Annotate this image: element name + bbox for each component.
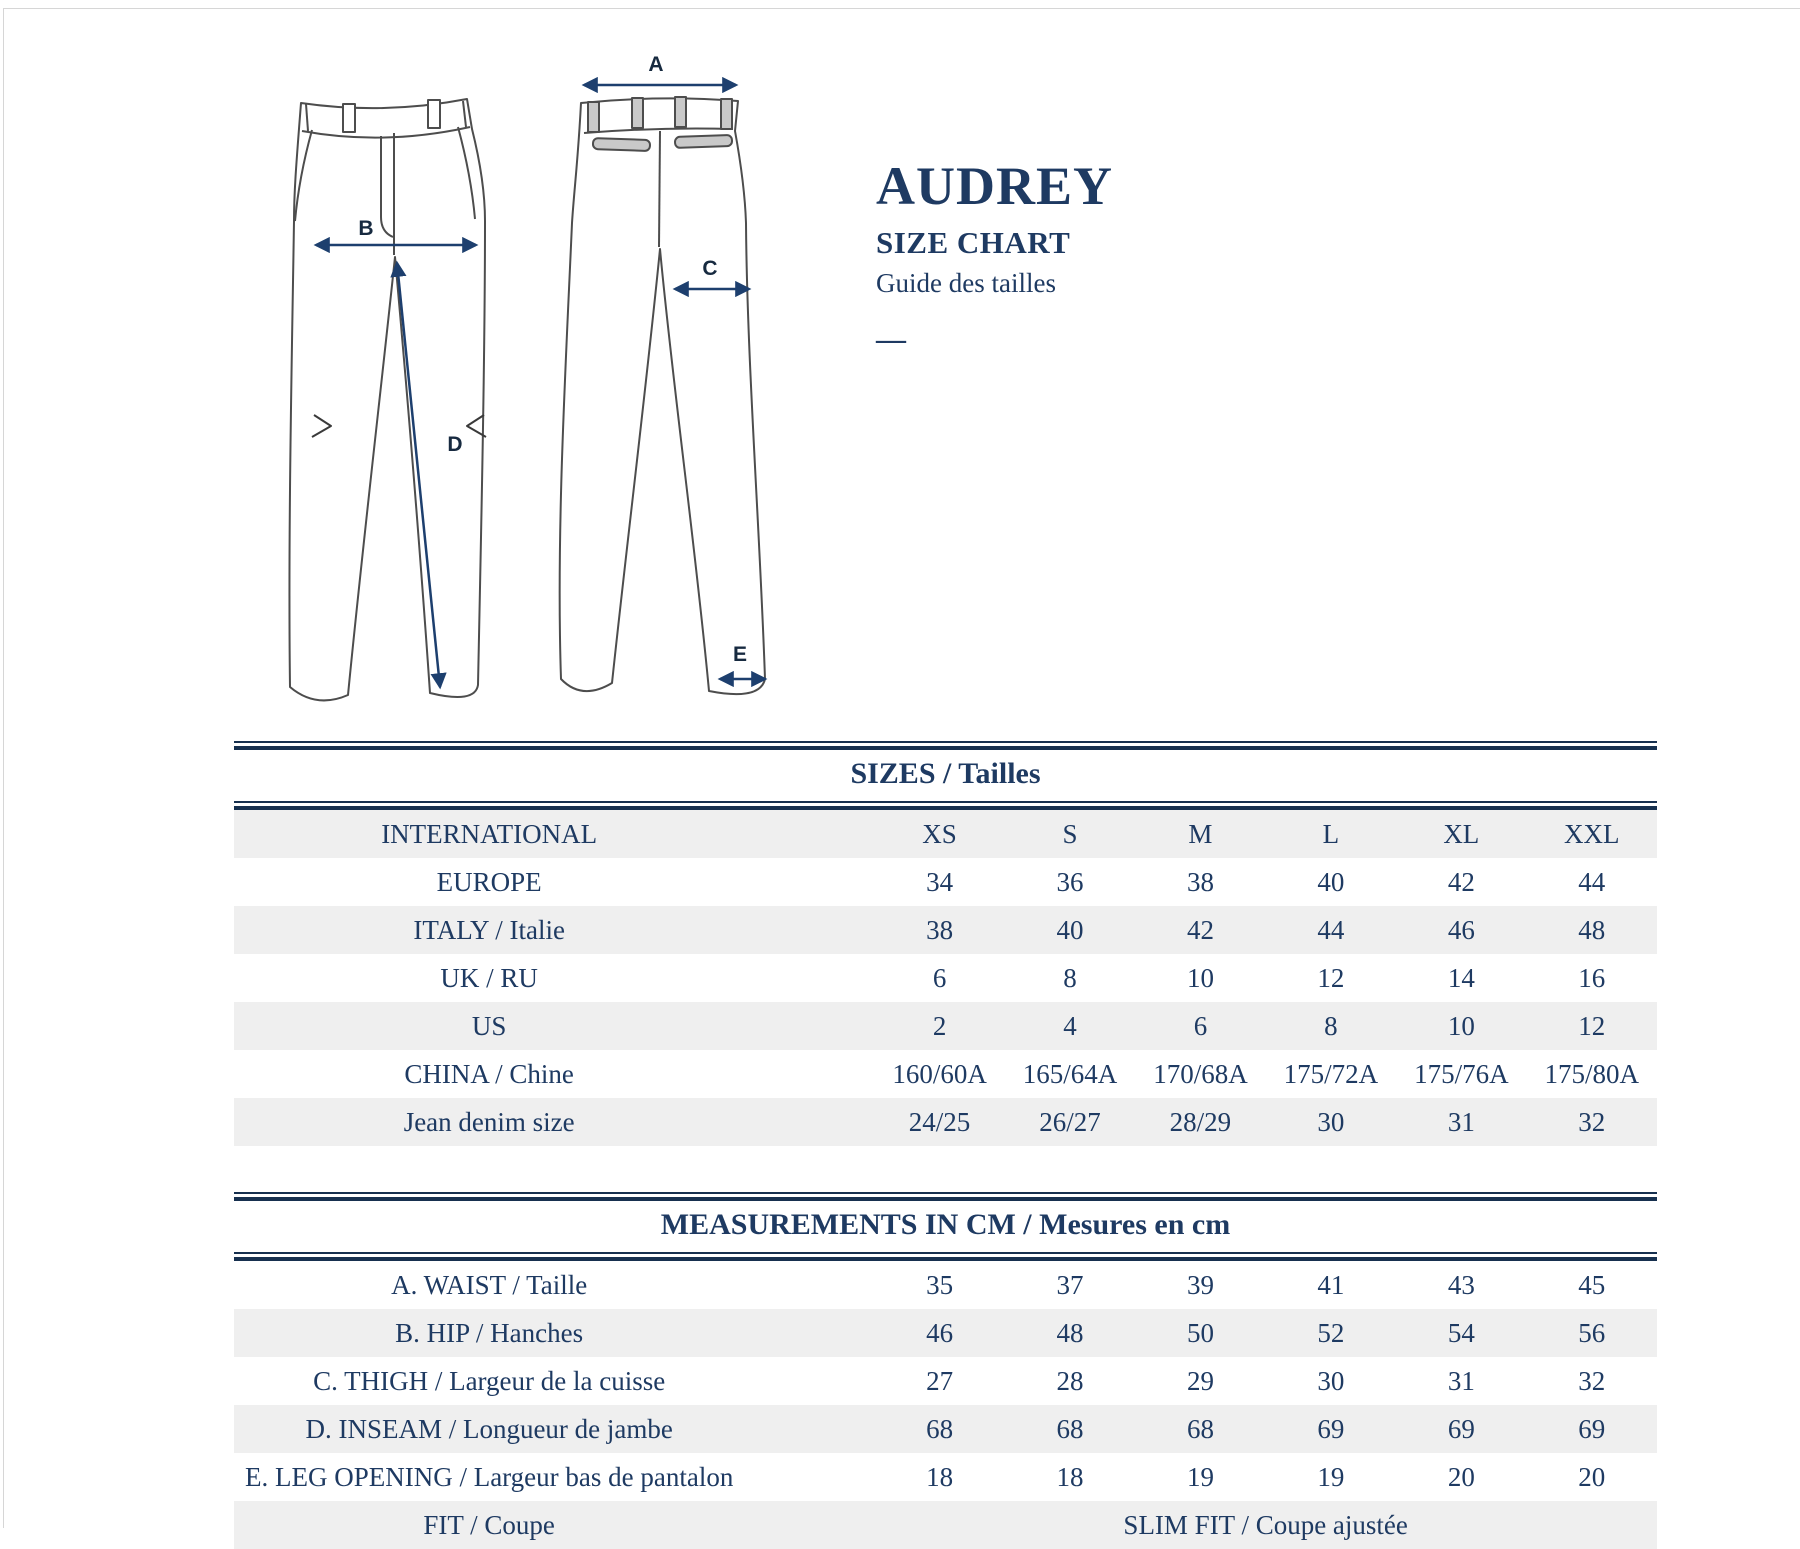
cell: 68 — [926, 1413, 954, 1444]
cell: 46 — [926, 1317, 954, 1348]
cell: 37 — [1056, 1269, 1084, 1300]
cell: 42 — [1186, 914, 1214, 945]
rule-line — [234, 1252, 1657, 1261]
table-row-fit — [234, 1501, 1657, 1549]
cell: 6 — [932, 962, 947, 993]
cell: 8 — [1063, 962, 1077, 993]
pants-diagram — [244, 49, 784, 729]
row-label: UK / RU — [440, 962, 538, 993]
cell: 69 — [1317, 1413, 1345, 1444]
table-row — [234, 810, 1657, 858]
cell: 10 — [1186, 962, 1214, 993]
back-welt-pocket — [593, 138, 650, 151]
label-B: B — [358, 217, 374, 240]
row-label: Jean denim size — [403, 1106, 575, 1137]
cell: 6 — [1193, 1010, 1208, 1041]
tables-area — [234, 741, 1657, 1549]
label-D: D — [447, 433, 463, 456]
table-row — [234, 1357, 1657, 1405]
cell: 26/27 — [1039, 1106, 1101, 1137]
cell: 68 — [1186, 1413, 1214, 1444]
cell: 36 — [1056, 866, 1084, 897]
cell: 40 — [1317, 866, 1345, 897]
cell: 32 — [1578, 1365, 1606, 1396]
row-label: C. THIGH / Largeur de la cuisse — [313, 1365, 666, 1396]
cell: XXL — [1564, 818, 1620, 849]
cell: 45 — [1578, 1269, 1606, 1300]
row-label: EUROPE — [436, 866, 542, 897]
cell: 24/25 — [908, 1106, 971, 1137]
row-label: A. WAIST / Taille — [391, 1269, 588, 1300]
back-pants-outline — [560, 98, 765, 694]
cell: XS — [922, 818, 957, 849]
cell: 40 — [1056, 914, 1084, 945]
cell: 175/76A — [1414, 1058, 1509, 1089]
label-C: C — [702, 257, 718, 280]
pants-back-view — [560, 97, 765, 694]
table-row — [234, 1098, 1657, 1146]
cell: 20 — [1447, 1461, 1475, 1492]
cell: 14 — [1447, 962, 1475, 993]
cell: 32 — [1578, 1106, 1606, 1137]
sizes-table-title: SIZES / Tailles — [850, 757, 1041, 790]
sizes-table — [234, 741, 1657, 1146]
cell: 170/68A — [1153, 1058, 1248, 1089]
cell: 44 — [1578, 866, 1606, 897]
cell: 35 — [926, 1269, 954, 1300]
table-row — [234, 1309, 1657, 1357]
cell: 69 — [1578, 1413, 1606, 1444]
back-welt-pocket — [675, 135, 732, 148]
title-block — [876, 156, 1114, 356]
cell: 175/80A — [1544, 1058, 1639, 1089]
row-label: US — [471, 1010, 507, 1041]
row-label: D. INSEAM / Longueur de jambe — [305, 1413, 673, 1444]
pants-front-view — [289, 99, 486, 700]
label-E: E — [732, 643, 748, 666]
cell: 38 — [926, 914, 954, 945]
table-row — [234, 954, 1657, 1002]
cell: 4 — [1063, 1010, 1077, 1041]
page-subtitle: SIZE CHART — [876, 225, 1071, 260]
cell: 34 — [926, 866, 954, 897]
cell: 175/72A — [1283, 1058, 1379, 1089]
cell: 69 — [1447, 1413, 1475, 1444]
cell: L — [1322, 818, 1340, 849]
cell: S — [1062, 818, 1078, 849]
cell: 48 — [1056, 1317, 1084, 1348]
cell: 44 — [1317, 914, 1345, 945]
cell: 8 — [1324, 1010, 1338, 1041]
cell: 16 — [1578, 962, 1606, 993]
cell: 46 — [1447, 914, 1475, 945]
row-label: ITALY / Italie — [413, 914, 565, 945]
front-belt-loop — [343, 104, 355, 132]
row-label: FIT / Coupe — [423, 1509, 555, 1540]
cell: 50 — [1186, 1317, 1214, 1348]
decorative-dash: — — [876, 323, 906, 356]
cell: M — [1188, 818, 1213, 849]
label-A: A — [648, 53, 664, 76]
row-label: INTERNATIONAL — [381, 818, 598, 849]
back-center-seam — [659, 131, 660, 247]
rule-line — [234, 741, 1657, 750]
cell: 20 — [1578, 1461, 1606, 1492]
cell: 38 — [1186, 866, 1214, 897]
cell: 29 — [1186, 1365, 1214, 1396]
cell: 43 — [1447, 1269, 1475, 1300]
cell: 30 — [1317, 1365, 1345, 1396]
page-title: AUDREY — [876, 156, 1114, 216]
cell: 165/64A — [1022, 1058, 1118, 1089]
row-label: CHINA / Chine — [404, 1058, 574, 1089]
table-row — [234, 1050, 1657, 1098]
table-row — [234, 906, 1657, 954]
cell: 48 — [1578, 914, 1606, 945]
cell: 18 — [926, 1461, 954, 1492]
measurements-table-title: MEASUREMENTS IN CM / Mesures en cm — [660, 1208, 1231, 1241]
back-belt-loop — [632, 98, 643, 128]
cell: 30 — [1317, 1106, 1345, 1137]
fit-value: SLIM FIT / Coupe ajustée — [1123, 1509, 1408, 1540]
cell: 56 — [1578, 1317, 1606, 1348]
cell: 42 — [1447, 866, 1475, 897]
front-pants-outline — [289, 99, 485, 700]
cell: 52 — [1317, 1317, 1345, 1348]
cell: 18 — [1056, 1461, 1084, 1492]
cell: XL — [1443, 818, 1480, 849]
measurements-table — [234, 1192, 1657, 1549]
row-label: E. LEG OPENING / Largeur bas de pantalon — [244, 1461, 734, 1492]
cell: 160/60A — [892, 1058, 987, 1089]
back-belt-loop — [721, 99, 732, 129]
rule-line — [234, 801, 1657, 810]
table-row — [234, 858, 1657, 906]
cell: 68 — [1056, 1413, 1084, 1444]
cell: 12 — [1578, 1010, 1606, 1041]
front-belt-loop — [428, 100, 440, 128]
back-belt-loop — [675, 97, 686, 127]
back-belt-loop — [588, 102, 599, 132]
page-subtitle-french: Guide des tailles — [876, 268, 1056, 298]
cell: 12 — [1317, 962, 1345, 993]
cell: 10 — [1447, 1010, 1475, 1041]
cell: 27 — [926, 1365, 954, 1396]
size-chart-page — [3, 8, 1800, 1540]
rule-line — [234, 1192, 1657, 1201]
cell: 31 — [1447, 1106, 1475, 1137]
cell: 39 — [1186, 1269, 1214, 1300]
cell: 19 — [1186, 1461, 1214, 1492]
table-row — [234, 1002, 1657, 1050]
table-row — [234, 1453, 1657, 1501]
cell: 2 — [932, 1010, 947, 1041]
row-label: B. HIP / Hanches — [395, 1317, 584, 1348]
cell: 19 — [1317, 1461, 1345, 1492]
table-row — [234, 1261, 1657, 1309]
cell: 41 — [1317, 1269, 1345, 1300]
cell: 28/29 — [1169, 1106, 1232, 1137]
cell: 28 — [1056, 1365, 1084, 1396]
table-row — [234, 1405, 1657, 1453]
cell: 31 — [1447, 1365, 1475, 1396]
cell: 54 — [1447, 1317, 1475, 1348]
